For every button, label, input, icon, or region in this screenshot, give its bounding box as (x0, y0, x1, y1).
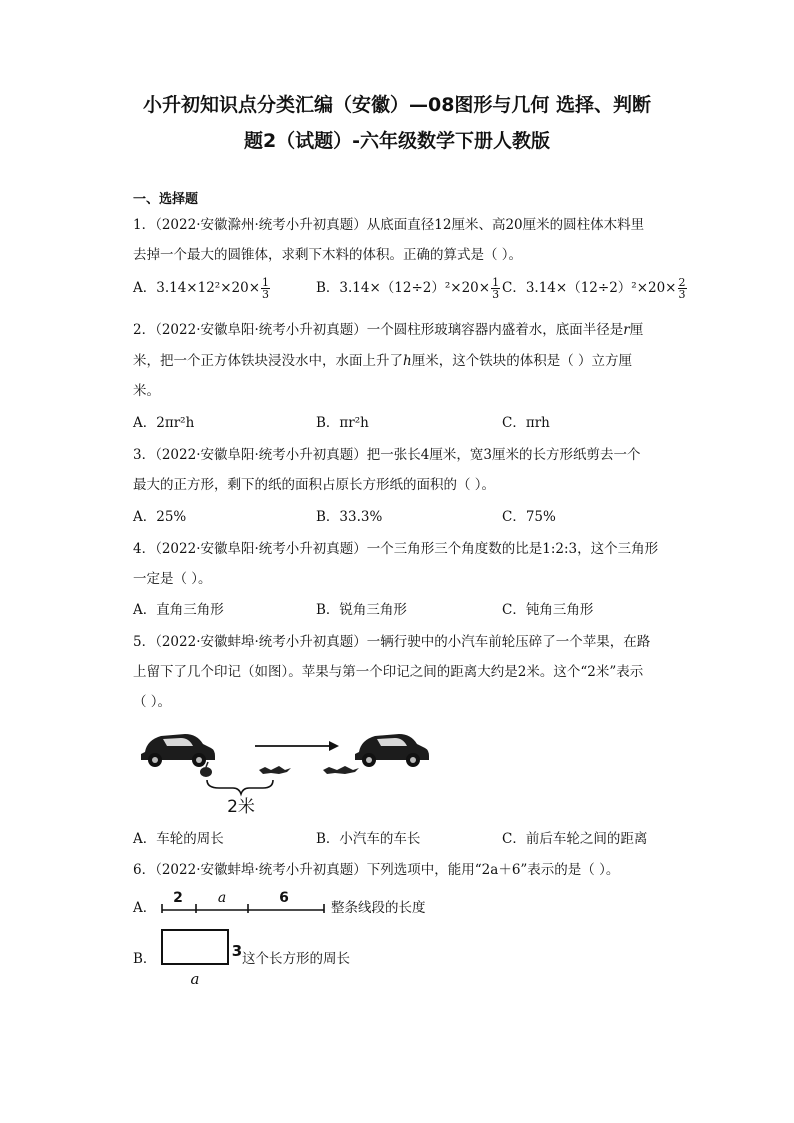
question-2-option-b: B．πr²h (316, 415, 369, 431)
question-6-option-b-label: B． (133, 951, 157, 967)
question-5-figure (133, 722, 433, 817)
question-3-option-c: C．75% (502, 509, 556, 525)
distance-brace (207, 780, 273, 794)
question-3-line1: 3．（2022·安徽阜阳·统考小升初真题）把一张长4厘米，宽3厘米的长方形纸剪去一个 (133, 447, 641, 463)
question-6-option-a-text: 整条线段的长度 (331, 900, 426, 916)
segment-label-2: 2 (173, 890, 183, 906)
question-6-option-a-segment (158, 886, 328, 916)
section-heading: 一、选择题 (133, 192, 199, 207)
question-3-option-a: A．25% (133, 509, 187, 525)
question-2-line2: 米，把一个正方体铁块浸没水中，水面上升了h厘米，这个铁块的体积是（ ）立方厘 (133, 353, 632, 369)
question-2-option-c: C．πrh (502, 415, 550, 431)
question-2-line1: 2．（2022·安徽阜阳·统考小升初真题）一个圆柱形玻璃容器内盛着水，底面半径是r厘 (133, 322, 644, 338)
car-icon-right (355, 734, 429, 767)
question-1-option-a: A．3.14×12²×20× $\frac{1}{3}$ (133, 276, 270, 301)
segment-label-a: a (217, 890, 227, 906)
splat-mark-1 (259, 766, 291, 774)
question-2-line3: 米。 (133, 383, 160, 399)
question-1-option-c: C．3.14×（12÷2）²×20× $\frac{2}{3}$ (502, 276, 686, 301)
question-6-option-b-rectangle (158, 926, 242, 988)
question-2-option-a: A．2πr²h (133, 415, 195, 431)
question-5-line1: 5．（2022·安徽蚌埠·统考小升初真题）一辆行驶中的小汽车前轮压碎了一个苹果，在路 (133, 634, 651, 650)
question-5-line3: （ ）。 (133, 694, 172, 710)
car-icon-left (141, 734, 215, 767)
segment-label-6: 6 (279, 890, 289, 906)
rect-bottom-label: a (190, 970, 200, 988)
question-1-line1: 1．（2022·安徽滁州·统考小升初真题）从底面直径12厘米、高20厘米的圆柱体木料里 (133, 217, 645, 233)
question-5-option-a: A．车轮的周长 (133, 831, 224, 847)
question-5-line2: 上留下了几个印记（如图）。苹果与第一个印记之间的距离大约是2米。这个“2米”表示 (133, 664, 644, 680)
question-1-line2: 去掉一个最大的圆锥体，求剩下木料的体积。正确的算式是（ ）。 (133, 247, 523, 263)
question-4-option-a: A．直角三角形 (133, 602, 224, 618)
rect-side-label: 3 (231, 942, 242, 960)
distance-label: 2米 (227, 797, 255, 817)
question-5-option-b: B．小汽车的车长 (316, 831, 421, 847)
question-4-option-c: C．钝角三角形 (502, 602, 594, 618)
question-4-option-b: B．锐角三角形 (316, 602, 407, 618)
document-title-line2: 题2（试题）-六年级数学下册人教版 (243, 130, 551, 152)
question-4-line2: 一定是（ ）。 (133, 571, 212, 587)
question-4-line1: 4．（2022·安徽阜阳·统考小升初真题）一个三角形三个角度数的比是1:2:3，这个三角形 (133, 541, 659, 557)
arrow-right-icon (255, 741, 339, 751)
question-6-option-b-text: 这个长方形的周长 (242, 951, 350, 967)
document-title-line1: 小升初知识点分类汇编（安徽）—08图形与几何 选择、判断 (142, 94, 652, 116)
question-6-line1: 6．（2022·安徽蚌埠·统考小升初真题）下列选项中，能用“2a＋6”表示的是（ ）。 (133, 862, 620, 878)
question-1-option-b: B．3.14×（12÷2）²×20× $\frac{1}{3}$ (316, 276, 500, 301)
question-5-option-c: C．前后车轮之间的距离 (502, 831, 648, 847)
question-6-option-a-label: A． (133, 900, 157, 916)
question-3-line2: 最大的正方形，剩下的纸的面积占原长方形纸的面积的（ ）。 (133, 477, 496, 493)
question-3-option-b: B．33.3% (316, 509, 383, 525)
splat-mark-2 (323, 766, 359, 774)
